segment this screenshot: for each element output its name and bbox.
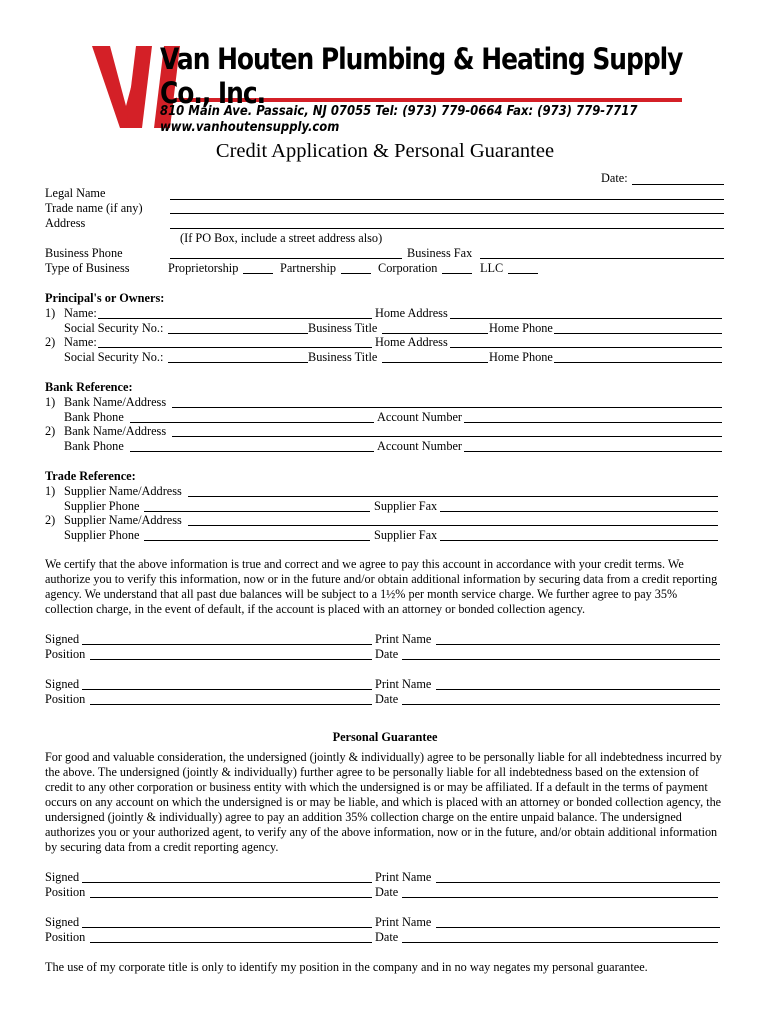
bank-2-phone-line[interactable] xyxy=(130,451,374,452)
bank-1-number: 1) xyxy=(45,395,56,409)
sig-3-date-line[interactable] xyxy=(402,897,718,898)
principal-1-home-address-label: Home Address xyxy=(375,306,448,320)
principal-2-title-line[interactable] xyxy=(382,362,488,363)
trade-name-label: Trade name (if any) xyxy=(45,201,143,215)
principal-2-ssn-label: Social Security No.: xyxy=(64,350,164,364)
principal-2-home-phone-label: Home Phone xyxy=(489,350,553,364)
trade-1-phone-label: Supplier Phone xyxy=(64,499,140,513)
sig-3-date-label: Date xyxy=(375,885,399,899)
trade-2-fax-line[interactable] xyxy=(440,540,718,541)
business-fax-label: Business Fax xyxy=(407,246,473,260)
llc-blank[interactable] xyxy=(508,273,538,274)
sig-4-signed-line[interactable] xyxy=(82,927,372,928)
trade-2-fax-label: Supplier Fax xyxy=(374,528,438,542)
bank-1-account-line[interactable] xyxy=(464,422,722,423)
business-phone-line[interactable] xyxy=(170,258,402,259)
trade-1-number: 1) xyxy=(45,484,56,498)
proprietorship-blank[interactable] xyxy=(243,273,273,274)
business-fax-line[interactable] xyxy=(480,258,724,259)
principal-2-name-label: Name: xyxy=(64,335,97,349)
sig-4-date-label: Date xyxy=(375,930,399,944)
sig-4-date-line[interactable] xyxy=(402,942,718,943)
guarantee-paragraph: For good and valuable consideration, the undersigned (jointly & individually) agree to be personally liable for all indebtedness incurred by the above. The undersigned (jointly & individually) further agree to be personally liable for all indebtedness based on the extension of credit to any other corporation or business entity with which the undersigned is or may be affiliated. If a default in the terms of payment occurs on any account on which the undersigned is or may be liable, and which is placed with an attorney or bonded collection agency, the undersigned (jointly & individually) agree to pay an addition 35% collection charge on the entire unpaid balance. The undersigned authorizes you or your authorized agent, to verify any of the above information, now or in the future, and/or obtain additional information by securing data from a credit reporting agency. xyxy=(45,750,722,854)
trade-2-name-line[interactable] xyxy=(188,525,718,526)
bank-1-phone-label: Bank Phone xyxy=(64,410,124,424)
sig-2-date-line[interactable] xyxy=(402,704,720,705)
type-of-business-label: Type of Business xyxy=(45,261,130,275)
sig-4-print-name-label: Print Name xyxy=(375,915,432,929)
sig-3-signed-label: Signed xyxy=(45,870,80,884)
trade-1-name-label: Supplier Name/Address xyxy=(64,484,182,498)
llc-label: LLC xyxy=(480,261,504,275)
sig-3-print-name-line[interactable] xyxy=(436,882,720,883)
trade-2-name-label: Supplier Name/Address xyxy=(64,513,182,527)
sig-1-position-label: Position xyxy=(45,647,86,661)
principal-2-ssn-line[interactable] xyxy=(168,362,308,363)
bank-1-name-line[interactable] xyxy=(172,407,722,408)
sig-1-print-name-label: Print Name xyxy=(375,632,432,646)
trade-name-line[interactable] xyxy=(170,213,724,214)
bank-2-account-line[interactable] xyxy=(464,451,722,452)
trade-2-number: 2) xyxy=(45,513,56,527)
sig-2-position-label: Position xyxy=(45,692,86,706)
principal-2-home-phone-line[interactable] xyxy=(554,362,722,363)
sig-4-signed-label: Signed xyxy=(45,915,80,929)
trade-1-fax-line[interactable] xyxy=(440,511,718,512)
principal-1-home-address-line[interactable] xyxy=(450,318,722,319)
sig-1-signed-line[interactable] xyxy=(82,644,372,645)
sig-4-position-label: Position xyxy=(45,930,86,944)
date-line[interactable] xyxy=(632,184,724,185)
partnership-blank[interactable] xyxy=(341,273,371,274)
sig-4-position-line[interactable] xyxy=(90,942,372,943)
sig-1-position-line[interactable] xyxy=(90,659,372,660)
partnership-label: Partnership xyxy=(280,261,337,275)
trade-2-phone-label: Supplier Phone xyxy=(64,528,140,542)
sig-2-position-line[interactable] xyxy=(90,704,372,705)
principal-1-ssn-line[interactable] xyxy=(168,333,308,334)
principal-1-number: 1) xyxy=(45,306,56,320)
trade-1-phone-line[interactable] xyxy=(144,511,370,512)
sig-1-date-line[interactable] xyxy=(402,659,720,660)
principal-2-home-address-label: Home Address xyxy=(375,335,448,349)
bank-2-phone-label: Bank Phone xyxy=(64,439,124,453)
sig-1-date-label: Date xyxy=(375,647,399,661)
principal-1-home-phone-line[interactable] xyxy=(554,333,722,334)
trade-2-phone-line[interactable] xyxy=(144,540,370,541)
trade-1-name-line[interactable] xyxy=(188,496,718,497)
bank-1-phone-line[interactable] xyxy=(130,422,374,423)
company-address: 810 Main Ave. Passaic, NJ 07055 Tel: (973) 779-0664 Fax: (973) 779-7717 www.vanhoutensupply.com xyxy=(160,103,638,135)
sig-2-print-name-label: Print Name xyxy=(375,677,432,691)
sig-3-signed-line[interactable] xyxy=(82,882,372,883)
address-label: Address xyxy=(45,216,86,230)
sig-2-date-label: Date xyxy=(375,692,399,706)
sig-3-position-label: Position xyxy=(45,885,86,899)
principal-1-home-phone-label: Home Phone xyxy=(489,321,553,335)
principal-1-name-label: Name: xyxy=(64,306,97,320)
bank-1-account-label: Account Number xyxy=(377,410,463,424)
bank-heading: Bank Reference: xyxy=(45,380,133,394)
business-phone-label: Business Phone xyxy=(45,246,123,260)
trade-heading: Trade Reference: xyxy=(45,469,136,483)
principal-1-ssn-label: Social Security No.: xyxy=(64,321,164,335)
principal-2-title-label: Business Title xyxy=(308,350,378,364)
date-label: Date: xyxy=(601,171,628,185)
corporation-label: Corporation xyxy=(378,261,438,275)
trade-1-fax-label: Supplier Fax xyxy=(374,499,438,513)
corporation-blank[interactable] xyxy=(442,273,472,274)
legal-name-label: Legal Name xyxy=(45,186,106,200)
principal-2-name-line[interactable] xyxy=(98,347,372,348)
principal-1-title-label: Business Title xyxy=(308,321,378,335)
sig-3-position-line[interactable] xyxy=(90,897,372,898)
sig-2-signed-line[interactable] xyxy=(82,689,372,690)
principals-heading: Principal's or Owners: xyxy=(45,291,165,305)
sig-3-print-name-label: Print Name xyxy=(375,870,432,884)
guarantee-heading: Personal Guarantee xyxy=(332,730,438,744)
bank-1-name-label: Bank Name/Address xyxy=(64,395,167,409)
footer-note: The use of my corporate title is only to identify my position in the company and in no way negates my personal guarantee. xyxy=(45,960,648,974)
principal-1-name-line[interactable] xyxy=(98,318,372,319)
principal-2-home-address-line[interactable] xyxy=(450,347,722,348)
po-box-note: (If PO Box, include a street address also) xyxy=(180,231,383,245)
address-line[interactable] xyxy=(170,228,724,229)
bank-2-account-label: Account Number xyxy=(377,439,463,453)
proprietorship-label: Proprietorship xyxy=(168,261,239,275)
page-title: Credit Application & Personal Guarantee xyxy=(215,140,555,162)
principal-2-number: 2) xyxy=(45,335,56,349)
sig-2-signed-label: Signed xyxy=(45,677,80,691)
bank-2-number: 2) xyxy=(45,424,56,438)
sig-1-print-name-line[interactable] xyxy=(436,644,720,645)
sig-2-print-name-line[interactable] xyxy=(436,689,720,690)
company-name: Van Houten Plumbing & Heating Supply Co., Inc. xyxy=(160,42,683,110)
principal-1-title-line[interactable] xyxy=(382,333,488,334)
legal-name-line[interactable] xyxy=(170,199,724,200)
bank-2-name-label: Bank Name/Address xyxy=(64,424,167,438)
certification-paragraph: We certify that the above information is true and correct and we agree to pay this account in accordance with your credit terms. We authorize you to verify this information, now or in the future and/or obtain additional information by securing data from a credit reporting agency. We understand that all past due balances will be subject to a 1½% per month service charge. We further agree to pay 35% collection charge, in the event of default, if the account is placed with an attorney or bonded collection agency. xyxy=(45,557,718,616)
sig-4-print-name-line[interactable] xyxy=(436,927,720,928)
bank-2-name-line[interactable] xyxy=(172,436,722,437)
sig-1-signed-label: Signed xyxy=(45,632,80,646)
